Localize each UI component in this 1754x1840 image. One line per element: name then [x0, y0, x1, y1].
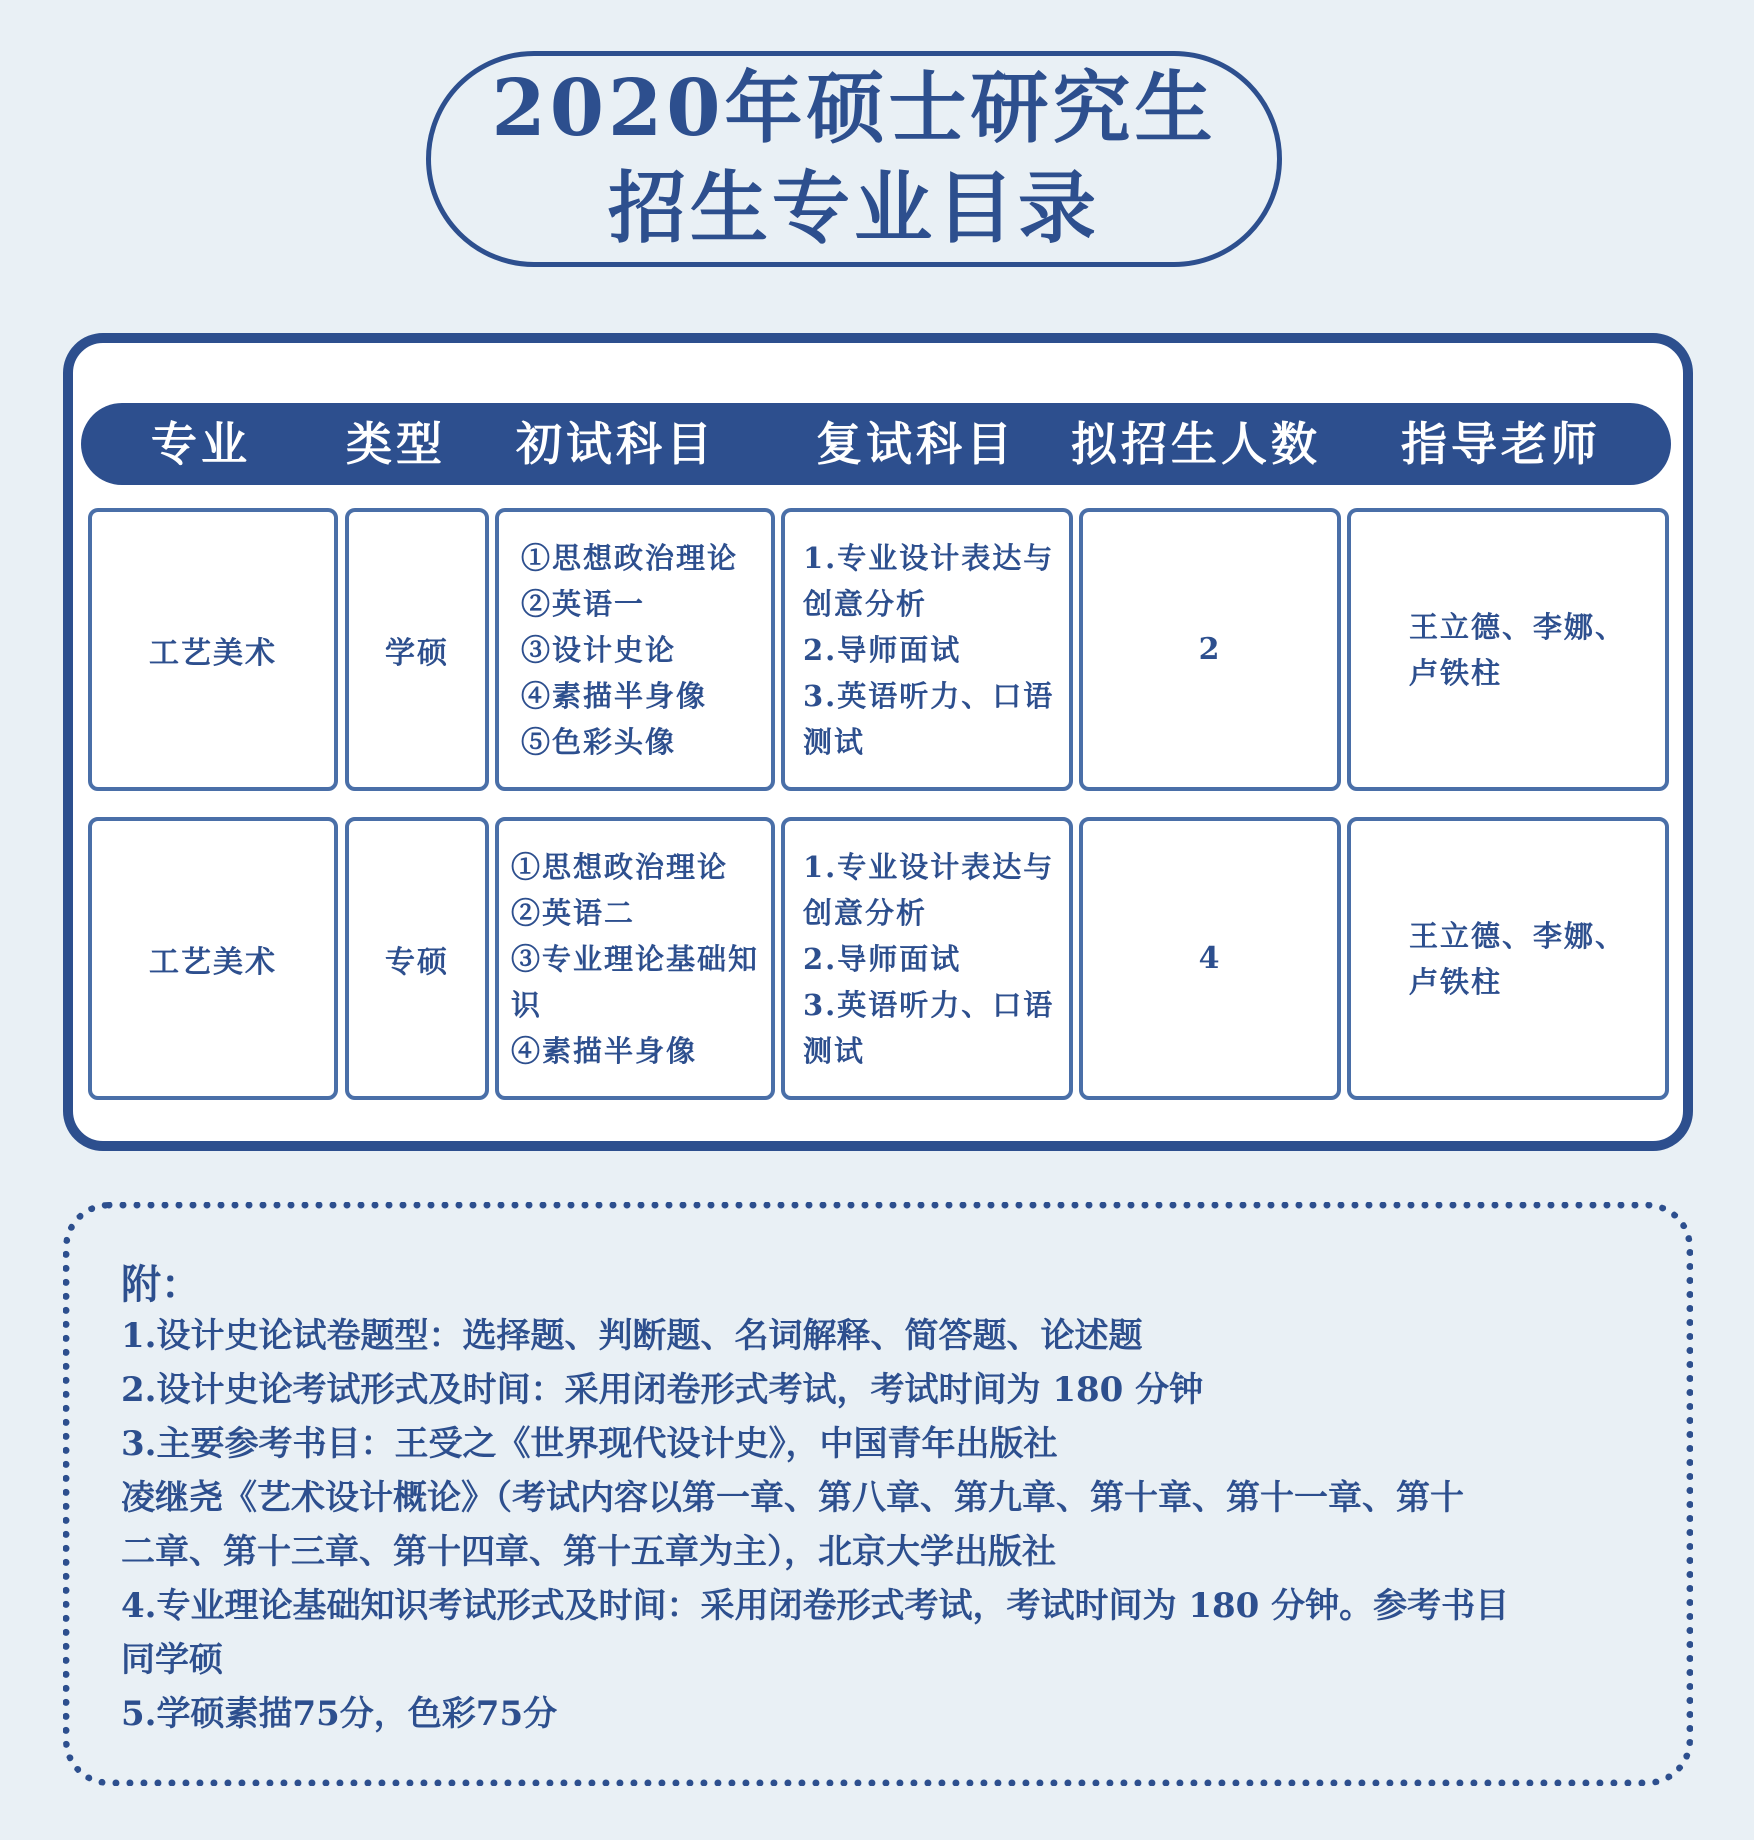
list-item: 2.导师面试	[803, 632, 962, 667]
list-item: 识	[511, 987, 543, 1022]
list-item: ④素描半身像	[511, 1033, 698, 1068]
list-item: 创意分析	[803, 895, 928, 930]
list-item: ②英语二	[511, 895, 636, 930]
notes-line: 4.专业理论基础知识考试形式及时间：采用闭卷形式考试，考试时间为 180 分钟。参考书目	[121, 1586, 1510, 1626]
list-item: ①思想政治理论	[511, 849, 729, 884]
notes-line: 3.主要参考书目：王受之《世界现代设计史》，中国青年出版社	[121, 1424, 1058, 1464]
row1-retest-list	[803, 535, 1054, 765]
notes-line: 2.设计史论考试形式及时间：采用闭卷形式考试，考试时间为 180 分钟	[121, 1370, 1204, 1410]
notes-line: 凌继尧《艺术设计概论》（考试内容以第一章、第八章、第九章、第十章、第十一章、第十	[121, 1478, 1464, 1518]
row1-advisors-list	[1409, 604, 1626, 696]
row2-advisors	[1347, 817, 1669, 1100]
header-advisors: 指导老师	[1401, 417, 1601, 471]
list-item: 3.英语听力、口语	[803, 678, 1055, 713]
row2-quota	[1079, 817, 1341, 1100]
list-item: ③专业理论基础知	[511, 941, 760, 976]
row1-major	[88, 508, 338, 791]
row1-type	[345, 508, 489, 791]
title-banner	[426, 51, 1282, 267]
list-item: 卢铁柱	[1409, 964, 1503, 999]
notes-line: 5.学硕素描75分，色彩75分	[121, 1694, 558, 1734]
header-retest: 复试科目	[816, 417, 1016, 471]
row1-type-text: 学硕	[385, 635, 449, 671]
list-item: 1.专业设计表达与	[803, 849, 1055, 884]
row1-major-text: 工艺美术	[149, 635, 277, 671]
notes-title: 附：	[121, 1261, 201, 1308]
row2-advisors-list	[1409, 913, 1626, 1005]
list-item: 3.英语听力、口语	[803, 987, 1055, 1022]
header-type: 类型	[346, 417, 446, 471]
row2-retest	[781, 817, 1073, 1100]
table-header	[81, 403, 1671, 485]
row2-type	[345, 817, 489, 1100]
list-item: 创意分析	[803, 586, 928, 621]
list-item: 测试	[803, 724, 866, 759]
notes-body	[121, 1309, 1661, 1741]
row1-advisors	[1347, 508, 1669, 791]
row2-initial-exam	[495, 817, 775, 1100]
list-item: 王立德、李娜、	[1409, 609, 1627, 644]
list-item: 卢铁柱	[1409, 655, 1503, 690]
list-item: ③设计史论	[521, 632, 677, 667]
row2-major-text: 工艺美术	[149, 944, 277, 980]
row1-initial-exam-list	[521, 535, 738, 765]
list-item: 测试	[803, 1033, 866, 1068]
list-item: 2.导师面试	[803, 941, 962, 976]
row2-quota-text: 4	[1198, 941, 1222, 976]
row1-quota	[1079, 508, 1341, 791]
notes-line: 同学硕	[121, 1640, 223, 1680]
header-quota: 拟招生人数	[1071, 417, 1321, 471]
notes-line: 二章、第十三章、第十四章、第十五章为主），北京大学出版社	[121, 1532, 1056, 1572]
header-major: 专业	[151, 417, 251, 471]
list-item: 王立德、李娜、	[1409, 918, 1627, 953]
row2-retest-list	[803, 844, 1054, 1074]
notes-box	[63, 1202, 1693, 1786]
admission-table-card	[63, 333, 1693, 1151]
row1-quota-text: 2	[1198, 632, 1222, 667]
list-item: ②英语一	[521, 586, 646, 621]
list-item: ④素描半身像	[521, 678, 708, 713]
list-item: ⑤色彩头像	[521, 724, 677, 759]
page-title-line-2: 招生专业目录	[607, 163, 1100, 254]
row2-major	[88, 817, 338, 1100]
notes-line: 1.设计史论试卷题型：选择题、判断题、名词解释、简答题、论述题	[121, 1316, 1143, 1356]
row2-type-text: 专硕	[385, 944, 449, 980]
row2-initial-exam-list	[511, 844, 759, 1074]
row1-retest	[781, 508, 1073, 791]
header-initial-exam: 初试科目	[516, 417, 716, 471]
list-item: 1.专业设计表达与	[803, 540, 1055, 575]
row1-initial-exam	[495, 508, 775, 791]
page-title-line-1: 2020年硕士研究生	[491, 63, 1217, 154]
list-item: ①思想政治理论	[521, 540, 739, 575]
